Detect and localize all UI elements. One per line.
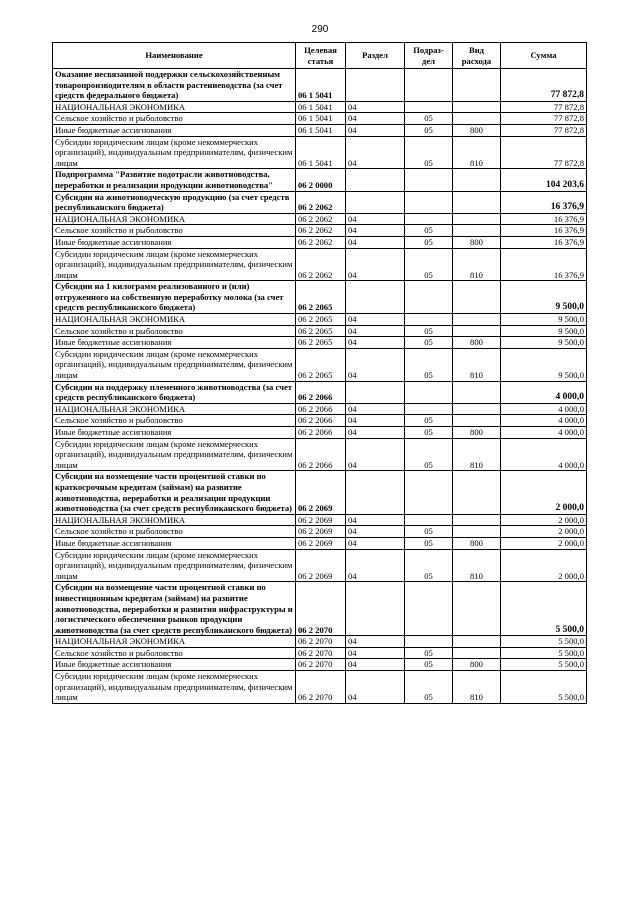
- cell-article: 06 2 2069: [296, 537, 346, 549]
- table-row: [53, 582, 587, 636]
- cell-section: 04: [346, 438, 405, 471]
- cell-expense-type: [453, 647, 501, 659]
- cell-sum: 77 872,8: [501, 69, 587, 102]
- cell-expense-type: [453, 101, 501, 113]
- cell-article: 06 2 2069: [296, 514, 346, 526]
- cell-name: НАЦИОНАЛЬНАЯ ЭКОНОМИКА: [53, 314, 296, 326]
- cell-section: 04: [346, 337, 405, 349]
- cell-subsection: [405, 314, 453, 326]
- cell-subsection: [405, 69, 453, 102]
- cell-sum: 104 203,6: [501, 169, 587, 191]
- table-row: [53, 69, 587, 102]
- table-row: [53, 526, 587, 538]
- cell-name: Субсидии на животноводческую продукцию (за счет средств республиканского бюджета): [53, 191, 296, 213]
- cell-sum: 2 000,0: [501, 526, 587, 538]
- cell-subsection: 05: [405, 438, 453, 471]
- cell-sum: 5 500,0: [501, 636, 587, 648]
- table-row: [53, 659, 587, 671]
- cell-article: 06 2 2062: [296, 191, 346, 213]
- cell-name: НАЦИОНАЛЬНАЯ ЭКОНОМИКА: [53, 636, 296, 648]
- cell-subsection: [405, 582, 453, 636]
- cell-sum: 2 000,0: [501, 471, 587, 514]
- cell-sum: 2 000,0: [501, 514, 587, 526]
- cell-expense-type: [453, 636, 501, 648]
- header-sum: Сумма: [501, 43, 587, 69]
- cell-subsection: [405, 403, 453, 415]
- cell-sum: 16 376,9: [501, 236, 587, 248]
- cell-subsection: [405, 471, 453, 514]
- cell-expense-type: [453, 314, 501, 326]
- cell-section: 04: [346, 113, 405, 125]
- cell-subsection: 05: [405, 647, 453, 659]
- cell-expense-type: [453, 113, 501, 125]
- table-header-row: [53, 43, 587, 69]
- cell-expense-type: [453, 169, 501, 191]
- table-row: [53, 281, 587, 314]
- cell-subsection: [405, 636, 453, 648]
- cell-article: 06 2 2066: [296, 415, 346, 427]
- table-row: [53, 471, 587, 514]
- table-row: [53, 236, 587, 248]
- cell-subsection: [405, 191, 453, 213]
- cell-article: 06 2 2062: [296, 225, 346, 237]
- table-row: [53, 415, 587, 427]
- cell-sum: 5 500,0: [501, 671, 587, 704]
- cell-sum: 4 000,0: [501, 415, 587, 427]
- cell-expense-type: [453, 225, 501, 237]
- cell-article: 06 2 2069: [296, 526, 346, 538]
- cell-name: Сельское хозяйство и рыболовство: [53, 415, 296, 427]
- cell-article: 06 2 2066: [296, 438, 346, 471]
- cell-subsection: 05: [405, 537, 453, 549]
- cell-section: [346, 471, 405, 514]
- cell-section: 04: [346, 101, 405, 113]
- cell-section: [346, 381, 405, 403]
- cell-expense-type: 800: [453, 124, 501, 136]
- table-row: [53, 213, 587, 225]
- cell-article: 06 1 5041: [296, 69, 346, 102]
- cell-sum: 16 376,9: [501, 225, 587, 237]
- cell-sum: 77 872,8: [501, 113, 587, 125]
- table-row: [53, 225, 587, 237]
- header-name: Наименование: [53, 43, 296, 69]
- cell-name: Субсидии юридическим лицам (кроме некоммерческих организаций), индивидуальным предпринимателям, физическим лицам: [53, 549, 296, 582]
- cell-article: 06 2 2066: [296, 427, 346, 439]
- cell-section: 04: [346, 647, 405, 659]
- cell-subsection: 05: [405, 659, 453, 671]
- cell-article: 06 2 2065: [296, 314, 346, 326]
- cell-expense-type: 800: [453, 659, 501, 671]
- cell-subsection: 05: [405, 136, 453, 169]
- table-row: [53, 671, 587, 704]
- header-section: Раздел: [346, 43, 405, 69]
- table-row: [53, 537, 587, 549]
- cell-section: 04: [346, 537, 405, 549]
- cell-article: 06 1 5041: [296, 124, 346, 136]
- header-expense-type: Вид расхода: [453, 43, 501, 69]
- cell-sum: 9 500,0: [501, 325, 587, 337]
- cell-name: Сельское хозяйство и рыболовство: [53, 325, 296, 337]
- cell-name: Субсидии юридическим лицам (кроме некоммерческих организаций), индивидуальным предпринимателям, физическим лицам: [53, 248, 296, 281]
- cell-expense-type: [453, 281, 501, 314]
- cell-article: 06 2 0000: [296, 169, 346, 191]
- cell-article: 06 2 2062: [296, 236, 346, 248]
- cell-name: Подпрограмма "Развитие подотрасли животноводства, переработки и реализации продукции животноводства": [53, 169, 296, 191]
- table-row: [53, 113, 587, 125]
- header-subsection: Подраз-дел: [405, 43, 453, 69]
- cell-expense-type: [453, 471, 501, 514]
- cell-name: Субсидии на возмещение части процентной ставки по краткосрочным кредитам (займам) на развитие животноводства, переработки и реализации продукции животноводства (за счет средств республиканского бюджета): [53, 471, 296, 514]
- cell-sum: 9 500,0: [501, 314, 587, 326]
- cell-expense-type: 810: [453, 438, 501, 471]
- cell-subsection: 05: [405, 248, 453, 281]
- cell-subsection: [405, 514, 453, 526]
- cell-article: 06 2 2069: [296, 549, 346, 582]
- table-row: [53, 427, 587, 439]
- cell-article: 06 2 2070: [296, 582, 346, 636]
- cell-expense-type: 810: [453, 136, 501, 169]
- cell-article: 06 2 2070: [296, 659, 346, 671]
- cell-expense-type: [453, 514, 501, 526]
- cell-name: Субсидии юридическим лицам (кроме некоммерческих организаций), индивидуальным предпринимателям, физическим лицам: [53, 136, 296, 169]
- cell-section: 04: [346, 636, 405, 648]
- cell-name: Субсидии на 1 килограмм реализованного и (или) отгруженного на собственную переработку молока (за счет средств республиканского бюджета): [53, 281, 296, 314]
- cell-name: Субсидии на возмещение части процентной ставки по инвестиционным кредитам (займам) на развитие животноводства, переработки и развития инфраструктуры и логистического обеспечения рынков продукции животноводства (за счет средств республиканского бюджета): [53, 582, 296, 636]
- cell-subsection: 05: [405, 671, 453, 704]
- cell-section: [346, 169, 405, 191]
- cell-name: Сельское хозяйство и рыболовство: [53, 113, 296, 125]
- table-row: [53, 248, 587, 281]
- cell-sum: 4 000,0: [501, 427, 587, 439]
- cell-expense-type: 810: [453, 348, 501, 381]
- cell-sum: 9 500,0: [501, 337, 587, 349]
- cell-section: 04: [346, 248, 405, 281]
- cell-section: 04: [346, 325, 405, 337]
- table-row: [53, 124, 587, 136]
- cell-article: 06 2 2062: [296, 248, 346, 281]
- cell-sum: 4 000,0: [501, 438, 587, 471]
- cell-article: 06 2 2065: [296, 348, 346, 381]
- cell-expense-type: [453, 381, 501, 403]
- cell-sum: 16 376,9: [501, 213, 587, 225]
- cell-section: [346, 69, 405, 102]
- cell-expense-type: 810: [453, 671, 501, 704]
- cell-expense-type: [453, 325, 501, 337]
- cell-name: Сельское хозяйство и рыболовство: [53, 225, 296, 237]
- cell-expense-type: 810: [453, 549, 501, 582]
- table-row: [53, 647, 587, 659]
- cell-expense-type: [453, 213, 501, 225]
- cell-article: 06 2 2070: [296, 647, 346, 659]
- table-row: [53, 191, 587, 213]
- cell-sum: 5 500,0: [501, 647, 587, 659]
- cell-name: Оказание несвязанной поддержки сельскохозяйственным товаропроизводителям в области растениеводства (за счет средств федерального бюджета): [53, 69, 296, 102]
- cell-subsection: 05: [405, 236, 453, 248]
- cell-article: 06 1 5041: [296, 113, 346, 125]
- cell-section: 04: [346, 659, 405, 671]
- cell-expense-type: 800: [453, 236, 501, 248]
- cell-article: 06 2 2070: [296, 671, 346, 704]
- cell-sum: 77 872,8: [501, 136, 587, 169]
- table-row: [53, 337, 587, 349]
- cell-section: 04: [346, 124, 405, 136]
- cell-name: Иные бюджетные ассигнования: [53, 537, 296, 549]
- cell-section: 04: [346, 314, 405, 326]
- cell-subsection: [405, 213, 453, 225]
- cell-name: НАЦИОНАЛЬНАЯ ЭКОНОМИКА: [53, 514, 296, 526]
- cell-section: 04: [346, 213, 405, 225]
- cell-name: НАЦИОНАЛЬНАЯ ЭКОНОМИКА: [53, 403, 296, 415]
- cell-expense-type: 800: [453, 537, 501, 549]
- table-row: [53, 514, 587, 526]
- cell-article: 06 2 2065: [296, 325, 346, 337]
- cell-expense-type: [453, 69, 501, 102]
- cell-article: 06 2 2069: [296, 471, 346, 514]
- cell-name: Субсидии юридическим лицам (кроме некоммерческих организаций), индивидуальным предпринимателям, физическим лицам: [53, 438, 296, 471]
- cell-subsection: 05: [405, 348, 453, 381]
- cell-section: 04: [346, 348, 405, 381]
- cell-sum: 4 000,0: [501, 381, 587, 403]
- cell-section: 04: [346, 549, 405, 582]
- cell-name: Иные бюджетные ассигнования: [53, 236, 296, 248]
- cell-name: Субсидии юридическим лицам (кроме некоммерческих организаций), индивидуальным предпринимателям, физическим лицам: [53, 348, 296, 381]
- cell-sum: 77 872,8: [501, 124, 587, 136]
- cell-sum: 5 500,0: [501, 659, 587, 671]
- cell-sum: 5 500,0: [501, 582, 587, 636]
- header-article: Целевая статья: [296, 43, 346, 69]
- cell-sum: 16 376,9: [501, 248, 587, 281]
- cell-section: 04: [346, 225, 405, 237]
- cell-sum: 4 000,0: [501, 403, 587, 415]
- cell-expense-type: [453, 526, 501, 538]
- cell-expense-type: [453, 191, 501, 213]
- cell-name: Иные бюджетные ассигнования: [53, 659, 296, 671]
- cell-sum: 77 872,8: [501, 101, 587, 113]
- cell-expense-type: [453, 582, 501, 636]
- cell-section: 04: [346, 427, 405, 439]
- cell-section: 04: [346, 514, 405, 526]
- cell-expense-type: [453, 415, 501, 427]
- cell-article: 06 2 2066: [296, 403, 346, 415]
- table-row: [53, 101, 587, 113]
- table-row: [53, 169, 587, 191]
- cell-sum: 9 500,0: [501, 348, 587, 381]
- cell-section: 04: [346, 136, 405, 169]
- table-row: [53, 325, 587, 337]
- cell-name: Иные бюджетные ассигнования: [53, 337, 296, 349]
- cell-article: 06 2 2065: [296, 337, 346, 349]
- cell-sum: 16 376,9: [501, 191, 587, 213]
- cell-section: 04: [346, 403, 405, 415]
- cell-name: Сельское хозяйство и рыболовство: [53, 526, 296, 538]
- cell-section: 04: [346, 415, 405, 427]
- cell-section: 04: [346, 236, 405, 248]
- table-row: [53, 314, 587, 326]
- page-number: 290: [311, 24, 329, 35]
- cell-subsection: 05: [405, 337, 453, 349]
- cell-expense-type: 800: [453, 337, 501, 349]
- cell-section: [346, 582, 405, 636]
- table-row: [53, 136, 587, 169]
- table-row: [53, 381, 587, 403]
- cell-name: Субсидии на поддержку племенного животноводства (за счет средств республиканского бюджета): [53, 381, 296, 403]
- table-row: [53, 438, 587, 471]
- cell-name: НАЦИОНАЛЬНАЯ ЭКОНОМИКА: [53, 101, 296, 113]
- cell-sum: 2 000,0: [501, 537, 587, 549]
- cell-subsection: 05: [405, 113, 453, 125]
- cell-section: 04: [346, 671, 405, 704]
- cell-expense-type: 810: [453, 248, 501, 281]
- cell-subsection: 05: [405, 427, 453, 439]
- cell-section: [346, 191, 405, 213]
- cell-subsection: 05: [405, 526, 453, 538]
- table-row: [53, 549, 587, 582]
- cell-article: 06 2 2062: [296, 213, 346, 225]
- cell-name: Иные бюджетные ассигнования: [53, 427, 296, 439]
- cell-sum: 2 000,0: [501, 549, 587, 582]
- cell-section: 04: [346, 526, 405, 538]
- table-body: [53, 69, 587, 704]
- cell-subsection: 05: [405, 325, 453, 337]
- cell-subsection: 05: [405, 225, 453, 237]
- cell-subsection: [405, 281, 453, 314]
- cell-article: 06 1 5041: [296, 101, 346, 113]
- cell-article: 06 2 2065: [296, 281, 346, 314]
- cell-article: 06 2 2066: [296, 381, 346, 403]
- cell-subsection: 05: [405, 124, 453, 136]
- cell-expense-type: 800: [453, 427, 501, 439]
- cell-name: Иные бюджетные ассигнования: [53, 124, 296, 136]
- table-row: [53, 636, 587, 648]
- cell-article: 06 2 2070: [296, 636, 346, 648]
- table-row: [53, 403, 587, 415]
- cell-subsection: 05: [405, 415, 453, 427]
- cell-section: [346, 281, 405, 314]
- table-row: [53, 348, 587, 381]
- budget-table: [52, 42, 587, 704]
- cell-subsection: 05: [405, 549, 453, 582]
- cell-name: Сельское хозяйство и рыболовство: [53, 647, 296, 659]
- cell-subsection: [405, 381, 453, 403]
- cell-subsection: [405, 101, 453, 113]
- cell-name: Субсидии юридическим лицам (кроме некоммерческих организаций), индивидуальным предпринимателям, физическим лицам: [53, 671, 296, 704]
- cell-expense-type: [453, 403, 501, 415]
- cell-name: НАЦИОНАЛЬНАЯ ЭКОНОМИКА: [53, 213, 296, 225]
- cell-subsection: [405, 169, 453, 191]
- cell-sum: 9 500,0: [501, 281, 587, 314]
- cell-article: 06 1 5041: [296, 136, 346, 169]
